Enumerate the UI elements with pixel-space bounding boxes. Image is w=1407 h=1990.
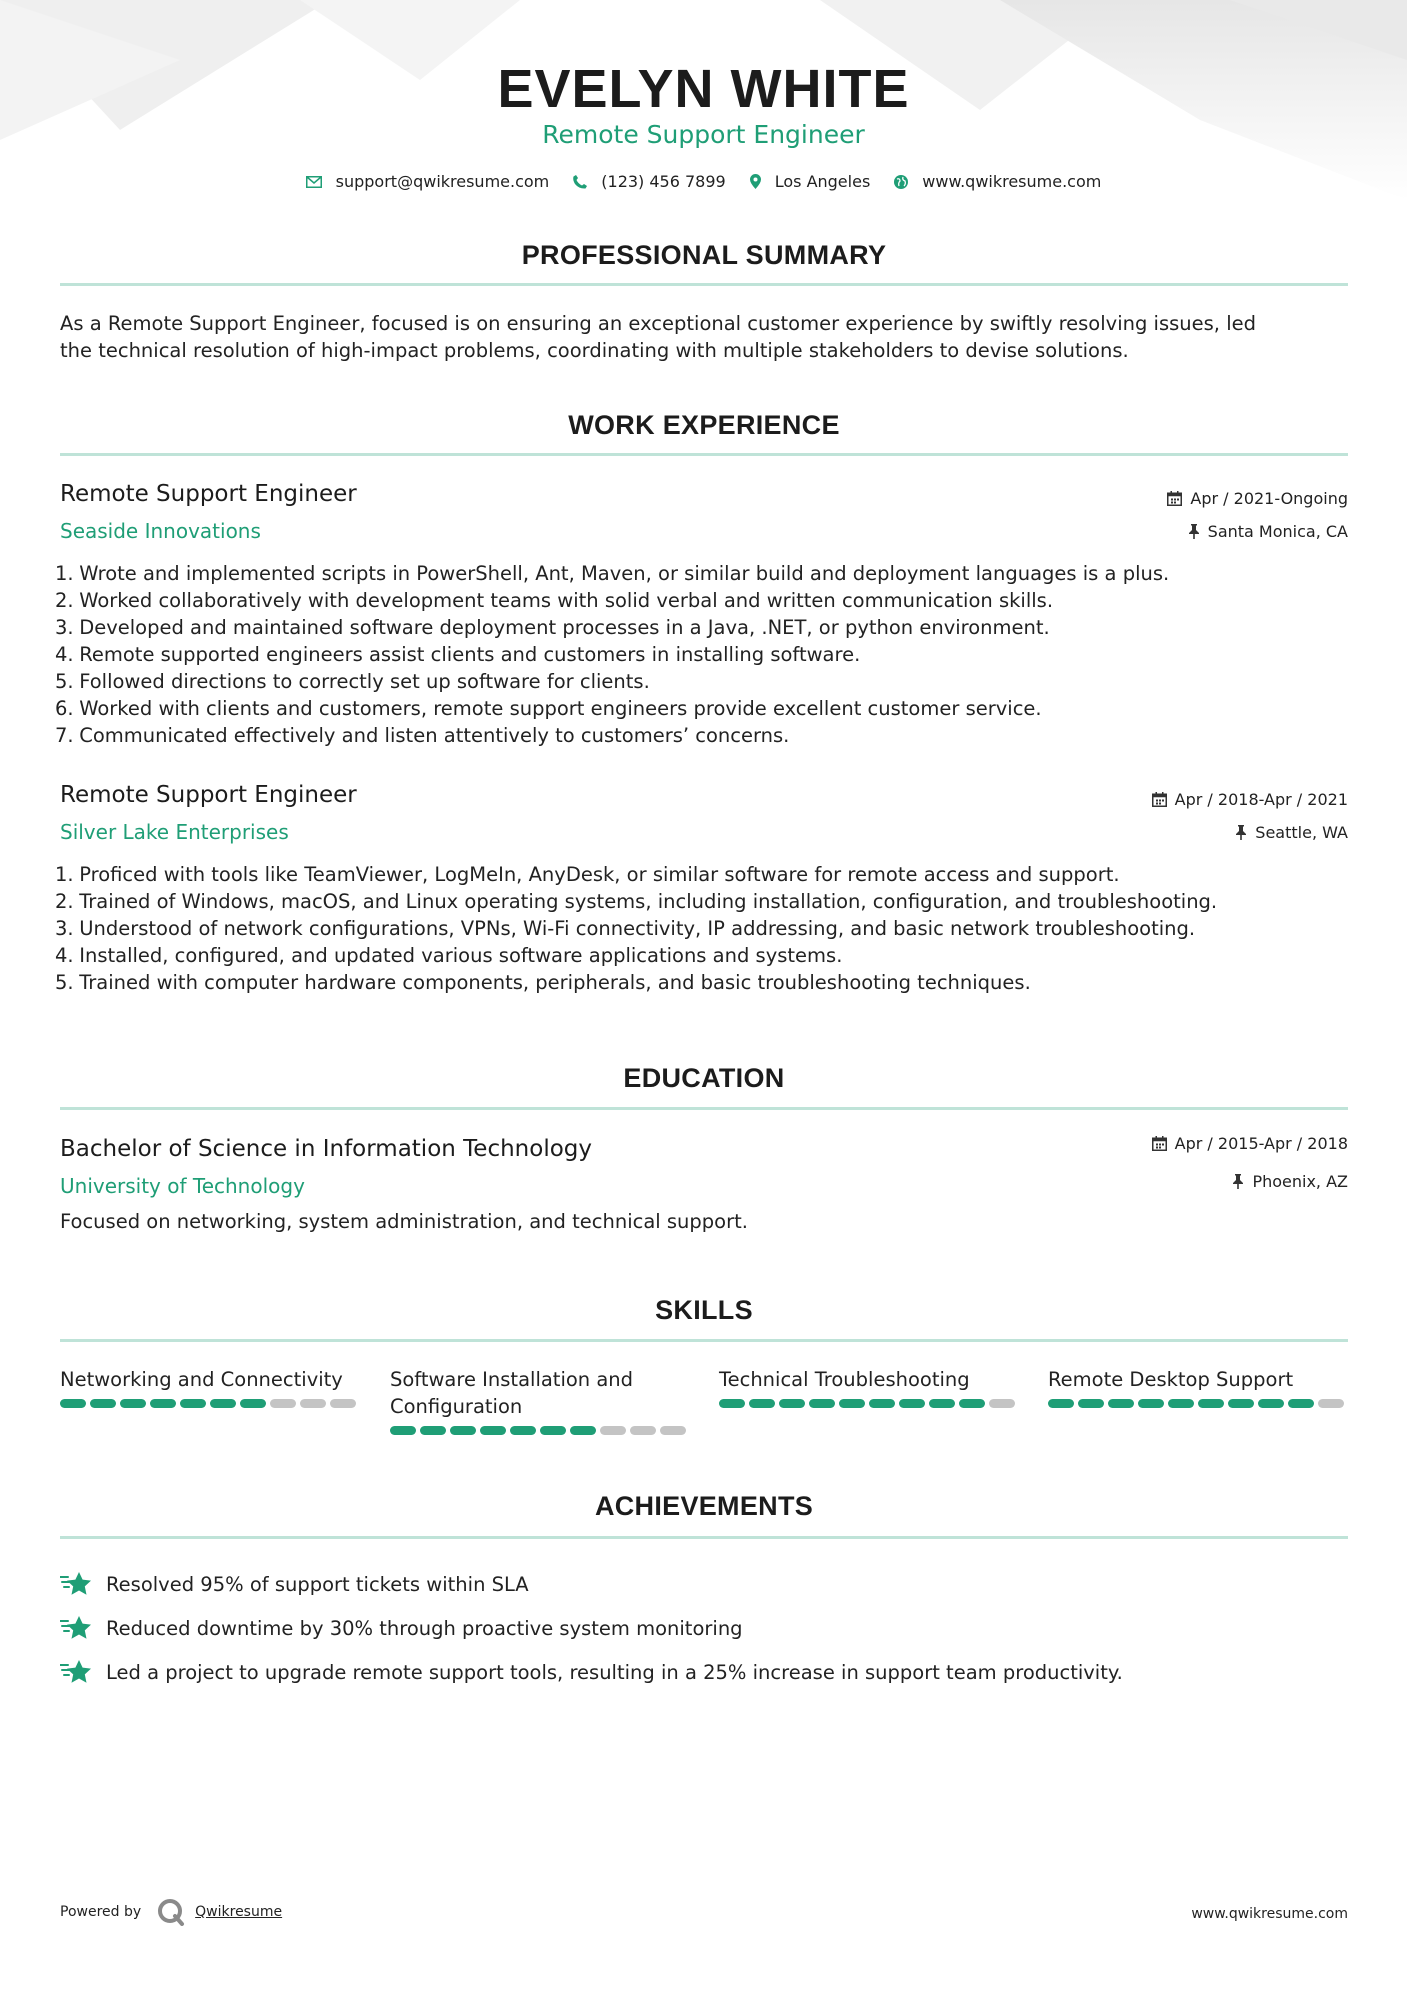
skill-dot-filled [839,1399,865,1408]
powered-by-label: Powered by [60,1904,142,1920]
map-marker-icon [750,174,761,189]
list-item: 4. Remote supported engineers assist clients and customers in installing software. [55,643,861,666]
website-text: www.qwikresume.com [922,172,1102,191]
summary-line: the technical resolution of high-impact problems, coordinating with multiple stakeholders to devise solutions. [60,339,1129,362]
calendar-icon [1152,792,1167,807]
skill-dot-filled [869,1399,895,1408]
skill-dot-filled [1138,1399,1164,1408]
skill-dot-filled [719,1399,745,1408]
envelope-icon [306,176,322,188]
job-location [1235,823,1348,842]
skill-level-bar [390,1426,690,1435]
skill-dot-filled [210,1399,236,1408]
skill-dot-filled [809,1399,835,1408]
list-item: 7. Communicated effectively and listen attentively to customers’ concerns. [55,724,790,747]
list-item: 3. Understood of network configurations, VPNs, Wi-Fi connectivity, IP addressing, and basic network troubleshooting. [55,917,1196,940]
pushpin-icon [1235,825,1247,840]
skill-dot-filled [240,1399,266,1408]
skill-dot-filled [929,1399,955,1408]
skill-dot-empty [600,1426,626,1435]
skill-dot-filled [1048,1399,1074,1408]
contact-bar [0,172,1407,191]
skill-dot-empty [270,1399,296,1408]
job-location [1188,522,1348,541]
education-description: Focused on networking, system administration, and technical support. [60,1210,748,1233]
list-item: 3. Developed and maintained software deployment processes in a Java, .NET, or python environment. [55,616,1050,639]
contact-location [750,172,871,191]
skill-name: Software Installation and Configuration [390,1368,634,1418]
skill-dot-filled [180,1399,206,1408]
star-icon [60,1571,92,1597]
skill-item [719,1366,1019,1408]
education-date [1152,1134,1348,1153]
contact-email[interactable] [306,172,550,191]
skill-level-bar [60,1399,360,1408]
skill-name: Remote Desktop Support [1048,1368,1294,1391]
job-duties-list [55,861,1360,996]
star-icon [60,1615,92,1641]
pushpin-icon [1188,524,1200,539]
list-item: 4. Installed, configured, and updated various software applications and systems. [55,944,843,967]
globe-icon [894,175,908,189]
skill-dot-filled [779,1399,805,1408]
skill-dot-filled [150,1399,176,1408]
list-item: Reduced downtime by 30% through proactive system monitoring [60,1606,1123,1650]
skill-dot-filled [510,1426,536,1435]
job-title: Remote Support Engineer [60,481,357,507]
qwikresume-link[interactable]: Qwikresume [195,1904,283,1920]
skill-dot-empty [330,1399,356,1408]
job-date-text: Apr / 2018-Apr / 2021 [1174,790,1348,809]
skill-dot-filled [899,1399,925,1408]
job-date [1152,790,1348,809]
email-text: support@qwikresume.com [335,172,550,191]
education-location [1232,1172,1348,1191]
skill-dot-filled [1168,1399,1194,1408]
skill-item [1048,1366,1348,1408]
skill-dot-empty [630,1426,656,1435]
list-item: Led a project to upgrade remote support tools, resulting in a 25% increase in support team productivity. [60,1650,1123,1694]
job-location-text: Santa Monica, CA [1207,522,1348,541]
contact-website[interactable] [894,172,1101,191]
skill-dot-filled [90,1399,116,1408]
skill-dot-filled [540,1426,566,1435]
contact-phone[interactable] [573,172,725,191]
education-location-text: Phoenix, AZ [1252,1172,1348,1191]
education-school: University of Technology [60,1174,305,1198]
skill-dot-filled [60,1399,86,1408]
summary-line: As a Remote Support Engineer, focused is on ensuring an exceptional customer experience by swiftly resolving issues, led [60,312,1256,335]
skill-dot-filled [959,1399,985,1408]
job-date [1167,489,1348,508]
skill-dot-filled [1228,1399,1254,1408]
list-item: 1. Wrote and implemented scripts in PowerShell, Ant, Maven, or similar build and deployment languages is a plus. [55,562,1170,585]
list-item: 5. Followed directions to correctly set up software for clients. [55,670,650,693]
footer-powered-by [60,1898,282,1926]
skill-dot-filled [450,1426,476,1435]
education-degree: Bachelor of Science in Information Technology [60,1136,592,1162]
calendar-icon [1167,491,1182,506]
skill-level-bar [1048,1399,1348,1408]
skill-dot-filled [390,1426,416,1435]
star-icon [60,1659,92,1685]
phone-icon [573,175,587,189]
list-item: Resolved 95% of support tickets within SLA [60,1562,1123,1606]
list-item: 6. Worked with clients and customers, remote support engineers provide excellent customer service. [55,697,1042,720]
skill-dot-filled [480,1426,506,1435]
summary-text [60,310,1348,364]
achievements-heading: ACHIEVEMENTS [594,1491,814,1521]
job-title: Remote Support Engineer [60,782,357,808]
footer-website[interactable]: www.qwikresume.com [1191,1906,1348,1922]
experience-divider [60,453,1348,456]
job-company: Silver Lake Enterprises [60,820,289,844]
skill-dot-filled [1108,1399,1134,1408]
skill-item [60,1366,360,1408]
skill-name: Networking and Connectivity [60,1368,343,1391]
job-date-text: Apr / 2021-Ongoing [1190,489,1348,508]
skill-dot-empty [989,1399,1015,1408]
job-duties-list [55,560,1360,749]
achievements-divider [60,1536,1348,1539]
skill-dot-empty [300,1399,326,1408]
skill-name: Technical Troubleshooting [719,1368,970,1391]
skill-dot-filled [1258,1399,1284,1408]
skill-item [390,1366,690,1435]
skill-dot-filled [570,1426,596,1435]
skill-dot-filled [1078,1399,1104,1408]
summary-heading: PROFESSIONAL SUMMARY [521,240,887,270]
education-heading: EDUCATION [623,1063,785,1093]
qwikresume-logo-icon [157,1898,185,1926]
job-location-text: Seattle, WA [1255,823,1348,842]
skill-dot-empty [1318,1399,1344,1408]
skill-dot-filled [749,1399,775,1408]
experience-heading: WORK EXPERIENCE [568,410,840,440]
candidate-role: Remote Support Engineer [542,120,865,149]
skills-heading: SKILLS [655,1295,753,1325]
skill-dot-filled [120,1399,146,1408]
calendar-icon [1152,1136,1167,1151]
skill-dot-filled [1198,1399,1224,1408]
skills-divider [60,1339,1348,1342]
skill-dot-empty [660,1426,686,1435]
summary-divider [60,283,1348,286]
skill-level-bar [719,1399,1019,1408]
education-date-text: Apr / 2015-Apr / 2018 [1174,1134,1348,1153]
list-item: 5. Trained with computer hardware components, peripherals, and basic troubleshooting techniques. [55,971,1031,994]
list-item: 1. Proficed with tools like TeamViewer, LogMeIn, AnyDesk, or similar software for remote access and support. [55,863,1120,886]
skill-dot-filled [420,1426,446,1435]
phone-text: (123) 456 7899 [601,172,726,191]
list-item: 2. Trained of Windows, macOS, and Linux operating systems, including installation, configuration, and troubleshooting. [55,890,1218,913]
skill-dot-filled [1288,1399,1314,1408]
pushpin-icon [1232,1174,1244,1189]
location-text: Los Angeles [774,172,871,191]
education-divider [60,1107,1348,1110]
job-company: Seaside Innovations [60,519,261,543]
achievements-list [60,1562,1123,1694]
list-item: 2. Worked collaboratively with development teams with solid verbal and written communication skills. [55,589,1054,612]
candidate-name: EVELYN WHITE [497,59,910,119]
